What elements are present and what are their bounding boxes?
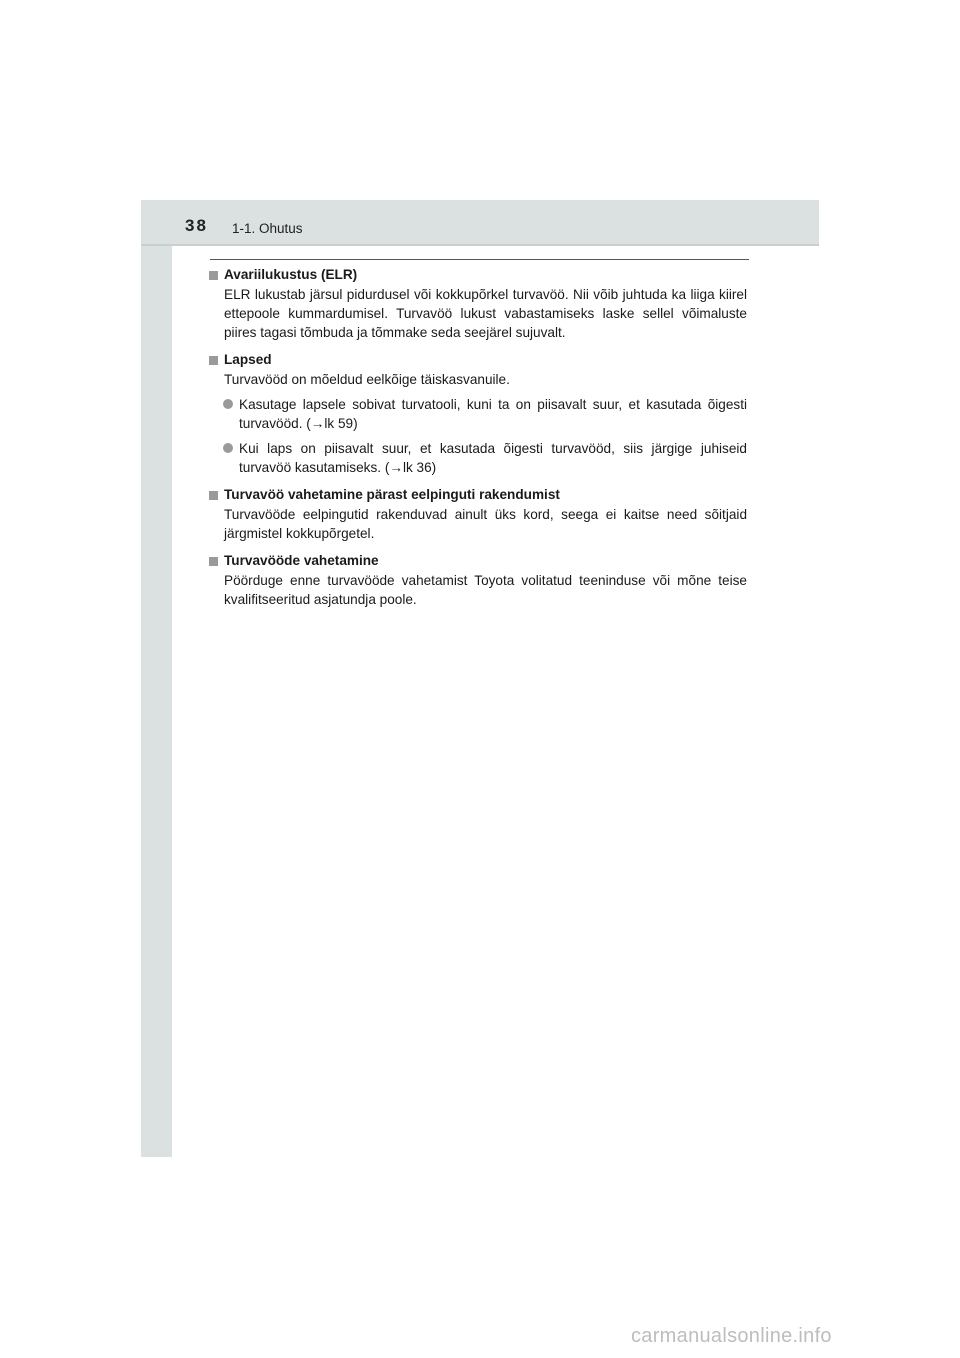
section-heading [209, 485, 747, 504]
list-item [209, 395, 747, 433]
content-rule [210, 259, 749, 260]
section-body: Pöörduge enne turvavööde vahetamist Toyota volitatud teeninduse või mõne teise kvalifitseeritud asjatundja poole. [224, 573, 747, 607]
section-body: ELR lukustab järsul pidurdusel või kokkupõrkel turvavöö. Nii võib juhtuda ka liiga kiirel ettepoole kummardumisel. Turvavöö lukust vabastamiseks laske sellel võimaluste piires tagasi tõmbuda ja tõmmake seda seejärel sujuvalt. [224, 287, 747, 340]
section-heading [209, 350, 747, 369]
arrow-right-icon: → [310, 416, 325, 431]
page-reference-link[interactable]: →lk 36) [389, 460, 437, 475]
section-heading-text: Avariilukustus (ELR) [224, 267, 358, 282]
section-heading-text: Turvavööde vahetamine [224, 553, 379, 568]
page-content [209, 265, 747, 617]
section-heading-text: Turvavöö vahetamine pärast eelpinguti rakendumist [224, 487, 560, 502]
list-item-text: Kasutage lapsele sobivat turvatooli, kuni ta on piisavalt suur, et kasutada õigesti turvavööd. (→lk 59) [239, 397, 747, 431]
page-number: 38 [185, 216, 208, 235]
square-icon [209, 271, 218, 280]
page-sidebar [141, 200, 172, 1157]
section-replacement [209, 551, 747, 609]
dot-icon [223, 399, 233, 409]
section-heading-text: Lapsed [224, 352, 272, 367]
list-item-text: Kui laps on piisavalt suur, et kasutada õigesti turvavööd, siis järgige juhiseid turvavöö kasutamiseks. (→lk 36) [239, 441, 747, 475]
section-body: Turvavööd on mõeldud eelkõige täiskasvanuile. [224, 372, 510, 387]
section-heading [209, 265, 747, 284]
section-children [209, 350, 747, 477]
section-pretensioner [209, 485, 747, 543]
section-title: 1-1. Ohutus [232, 221, 303, 236]
dot-icon [223, 443, 233, 453]
section-elr [209, 265, 747, 342]
square-icon [209, 491, 218, 500]
square-icon [209, 557, 218, 566]
page-reference-link[interactable]: →lk 59) [310, 416, 358, 431]
square-icon [209, 356, 218, 365]
list-item [209, 439, 747, 477]
arrow-right-icon: → [389, 460, 403, 475]
section-heading [209, 551, 747, 570]
section-body: Turvavööde eelpingutid rakenduvad ainult üks kord, seega ei kaitse need sõitjaid järgmistel kokkupõrgetel. [224, 507, 747, 541]
header-divider [141, 244, 819, 246]
watermark: carmanualsonline.info [631, 1325, 832, 1347]
